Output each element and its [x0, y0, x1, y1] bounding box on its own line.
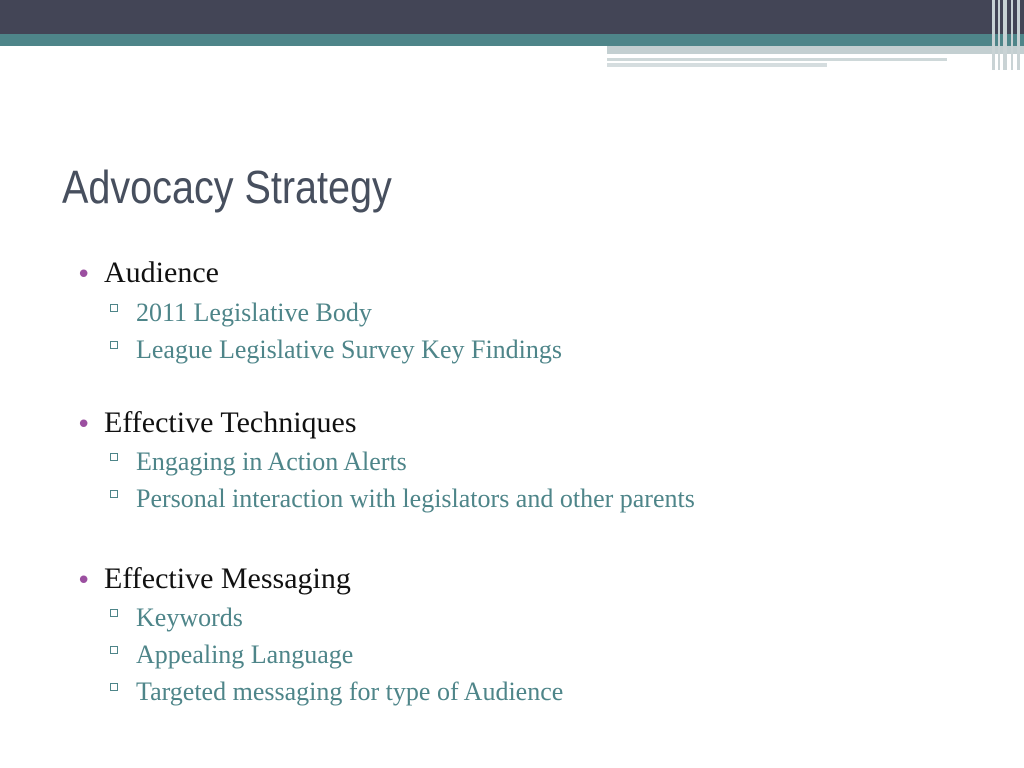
sub-bullet: [136, 640, 353, 670]
sub-bullet-text: League Legislative Survey Key Findings: [136, 335, 563, 364]
square-bullet-icon: [110, 304, 118, 312]
square-bullet-icon: [110, 490, 118, 498]
square-bullet-icon: [110, 453, 118, 461]
square-bullet-icon: [110, 683, 118, 691]
sub-bullet-text: Personal interaction with legislators and other parents: [136, 484, 695, 513]
sub-bullet: [136, 677, 563, 707]
slide-title: Advocacy Strategy: [62, 161, 392, 213]
bullet-effective-techniques: [76, 406, 357, 440]
bullet-dot-icon: •: [76, 260, 92, 290]
bullet-text: Effective Messaging: [104, 562, 351, 595]
bullet-audience: [76, 256, 219, 290]
sub-bullet: [136, 298, 372, 328]
bullet-effective-messaging: [76, 562, 351, 596]
sub-bullet: [136, 447, 407, 477]
bullet-dot-icon: •: [76, 410, 92, 440]
sub-bullet: [136, 335, 562, 365]
sub-bullet-text: 2011 Legislative Body: [136, 298, 372, 327]
sub-bullet: [136, 484, 695, 514]
square-bullet-icon: [110, 341, 118, 349]
square-bullet-icon: [110, 646, 118, 654]
sub-bullet-text: Appealing Language: [136, 640, 354, 669]
sub-bullet-text: Targeted messaging for type of Audience: [136, 677, 564, 706]
sub-bullet-text: Engaging in Action Alerts: [136, 447, 407, 476]
bullet-dot-icon: •: [76, 566, 92, 596]
bullet-text: Audience: [104, 256, 219, 289]
bullet-text: Effective Techniques: [104, 406, 357, 439]
sub-bullet-text: Keywords: [136, 603, 243, 632]
sub-bullet: [136, 603, 243, 633]
square-bullet-icon: [110, 609, 118, 617]
